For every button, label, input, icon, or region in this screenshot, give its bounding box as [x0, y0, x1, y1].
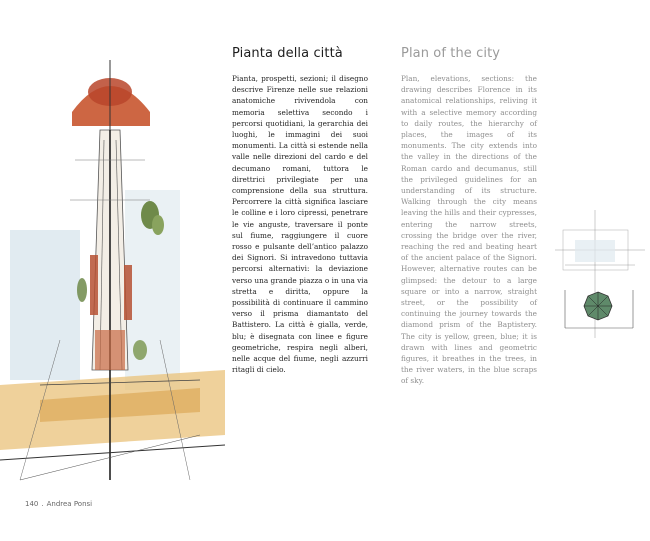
- city-plan-sketch: [0, 40, 225, 500]
- italian-text-column: [232, 46, 368, 375]
- baptistery-plan-sketch: [555, 210, 650, 340]
- english-text-column: [401, 46, 537, 387]
- page-number: 140: [25, 500, 39, 508]
- english-title: Plan of the city: [401, 46, 501, 61]
- author-name: Andrea Ponsi: [46, 500, 93, 508]
- english-body: Plan, elevations, sections: the drawing describes Florence in its anatomical relationships, reliving it with a selective memory according to daily routes, the hierarchy of places, the images of its monuments. The city extends into the valley in the directions of the Roman cardo and decumanus, still the privileged guidelines for an understanding of its structure. Walking through the city means leaving the hills and their cypresses, entering the narrow streets, crossing the bridge over the river, reaching the red and beating heart of the ancient palace of the Signori. However, alternative routes can be glimpsed: the detour to a large square or into a narrow, straight street, or the possibility of continuing the journey towards the diamond prism of the Baptistery. The city is yellow, green, blue; it is drawn with lines and geometric figures, it breathes in the trees, in the river waters, in the blue scraps of sky.: [401, 74, 537, 386]
- page-footer: 140 . Andrea Ponsi: [25, 500, 93, 508]
- italian-body: Pianta, prospetti, sezioni; il disegno descrive Firenze nelle sue relazioni anatomiche rivivendola con memoria selettiva secondo i percorsi quotidiani, la gerarchia dei luoghi, le immagini dei suoi monumenti. La città si estende nella valle nelle direzioni del cardo e del decumano romani, tuttora le direttrici privilegiate per una comprensione della sua struttura. Percorrere la città significa lasciare le colline e i loro cipressi, penetrare le vie anguste, traversare il ponte sul fiume, raggiungere il cuore rosso e pulsante dell’antico palazzo dei Signori. Si intravedono tuttavia percorsi alternativi: la deviazione verso una grande piazza o in una via stretta e diritta, oppure la possibilità di continuare il cammino verso il prisma diamantato del Battistero. La città è gialla, verde, blu; è disegnata con linee e figure geometriche, respira negli alberi, nelle acque del fiume, negli azzurri ritagli di cielo.: [232, 74, 368, 375]
- italian-title: Pianta della città: [232, 46, 343, 61]
